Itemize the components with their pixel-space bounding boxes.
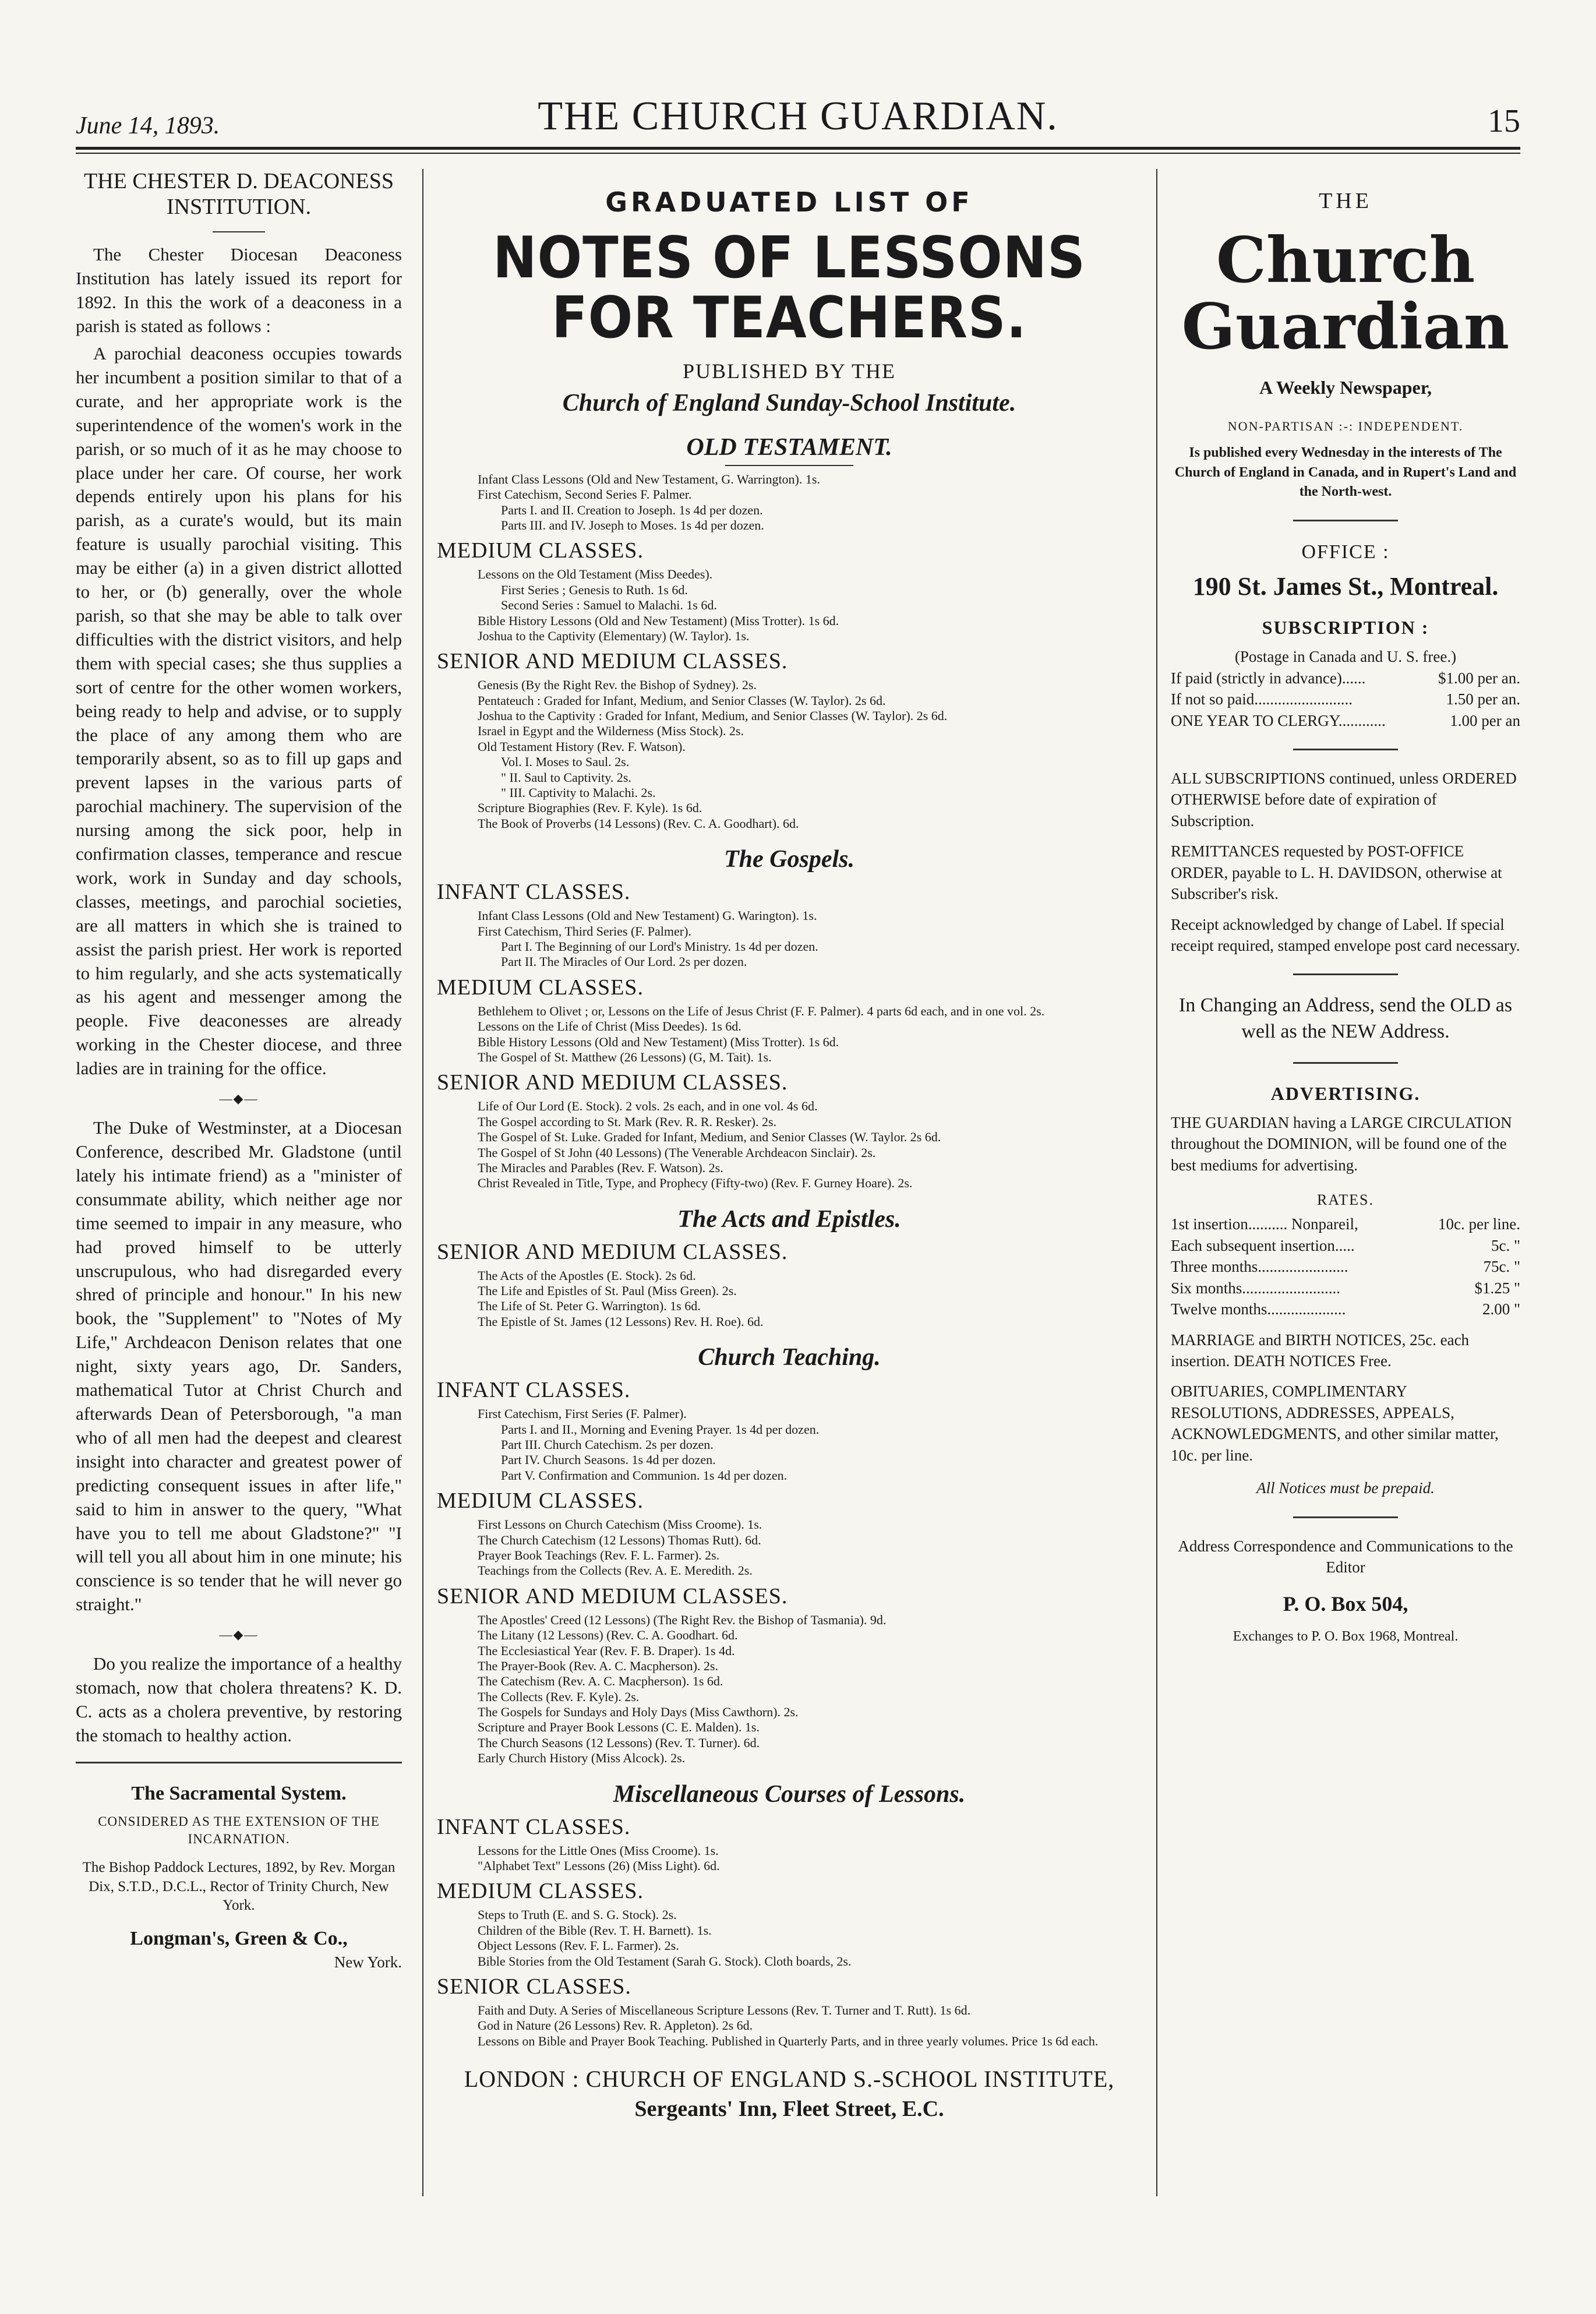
class-heading: SENIOR AND MEDIUM CLASSES. (437, 1583, 788, 1608)
lesson-item: The Apostles' Creed (12 Lessons) (The Right Rev. the Bishop of Tasmania). 9d. (478, 1612, 887, 1627)
class-heading: INFANT CLASSES. (437, 1814, 631, 1839)
advertising-rates (1171, 1214, 1520, 1320)
sacramental-subtitle: CONSIDERED AS THE EXTENSION OF THE INCARNATION. (98, 1814, 380, 1847)
divider (1293, 520, 1398, 521)
sacramental-title: The Sacramental System. (131, 1782, 347, 1804)
rate-price: 2.00 " (1482, 1300, 1520, 1318)
lesson-item: Joshua to the Captivity : Graded for Infant, Medium, and Senior Classes (W. Taylor). 2s 6d. (478, 708, 948, 724)
obituaries-note: OBITUARIES, COMPLIMENTARY RESOLUTIONS, ADDRESSES, APPEALS, ACKNOWLEDGMENTS, and other similar matter, 10c. per line. (1171, 1382, 1499, 1464)
lesson-item: The Litany (12 Lessons) (Rev. C. A. Goodhart. 6d. (478, 1628, 738, 1643)
section-title (437, 433, 1142, 466)
lesson-item: Parts I. and II. Creation to Joseph. 1s 4d per dozen. (501, 502, 763, 517)
right-column (1171, 169, 1520, 2243)
subscription-heading: SUBSCRIPTION : (1262, 617, 1429, 639)
lesson-item: Genesis (By the Right Rev. the Bishop of Sydney). 2s. (478, 678, 757, 693)
rates-heading: RATES. (1317, 1191, 1374, 1209)
masthead (76, 76, 1520, 140)
advertising-text: THE GUARDIAN having a LARGE CIRCULATION throughout the DOMINION, will be found one of the best mediums for advertising. (1171, 1114, 1512, 1174)
lesson-item: Lessons on the Old Testament (Miss Deedes). (478, 567, 713, 582)
class-heading: SENIOR AND MEDIUM CLASSES. (437, 1239, 788, 1264)
lesson-item: Bible Stories from the Old Testament (Sarah G. Stock). Cloth boards, 2s. (478, 1953, 852, 1969)
issue-date: June 14, 1893. (76, 112, 220, 139)
sacramental-place: New York. (334, 1953, 402, 1971)
rate-label: If paid (strictly in advance)...... (1171, 669, 1366, 687)
section-title (437, 1343, 1142, 1371)
office-label: OFFICE : (1301, 541, 1390, 563)
lesson-item: Part I. The Beginning of our Lord's Ministry. 1s 4d per dozen. (501, 939, 818, 954)
marriage-note: MARRIAGE and BIRTH NOTICES, 25c. each insertion. DEATH NOTICES Free. (1171, 1331, 1470, 1370)
center-column (437, 169, 1142, 2243)
lesson-item: Early Church History (Miss Alcock). 2s. (478, 1751, 686, 1766)
lesson-item: Faith and Duty. A Series of Miscellaneous Scripture Lessons (Rev. T. Turner and T. Rutt). 1s 6d. (478, 2003, 971, 2017)
lesson-item: Part IV. Church Seasons. 1s 4d per dozen. (501, 1452, 716, 1468)
lesson-item: Prayer Book Teachings (Rev. F. L. Farmer). 2s. (478, 1547, 720, 1562)
lesson-item: The Church Catechism (12 Lessons) Thomas Rutt). 6d. (478, 1532, 761, 1547)
class-heading: MEDIUM CLASSES. (437, 975, 644, 1000)
lesson-item: Scripture Biographies (Rev. F. Kyle). 1s 6d. (478, 800, 702, 816)
rate-price: $1.25 " (1474, 1279, 1520, 1297)
section-title-text: Miscellaneous Courses of Lessons. (613, 1780, 966, 1808)
divider (1293, 749, 1398, 750)
rate-row (1171, 1256, 1520, 1277)
lesson-item: Joshua to the Captivity (Elementary) (W. Taylor). 1s. (478, 628, 750, 643)
sacramental-publisher: Longman's, Green & Co., (130, 1927, 348, 1949)
advertising-heading: ADVERTISING. (1270, 1082, 1421, 1104)
lesson-item: The Gospel of St. Luke. Graded for Infant, Medium, and Senior Classes (W. Taylor. 2s 6d. (478, 1130, 941, 1145)
section-title-text: Church Teaching. (698, 1344, 881, 1371)
paper-the: THE (1319, 189, 1372, 213)
divider (1293, 1516, 1398, 1518)
deaconess-paragraph: A parochial deaconess occupies towards her incumbent a position similar to that of a curate, and her appropriate work is the superintendence of the women's work in the parish, or so much of it as he may choose to place under her care. Of course, her work depends entirely upon his plans for his parish, as a curate's would, but its main feature is usually parochial visiting. This may be either (a) in a given district allotted to her, or (b) generally, over the whole parish, so that she may be able to talk over difficulties with the district visitors, and help them with special cases; she thus supplies a sort of centre for the other women workers, being ready to help and advise, or to supply the place of any among them who are temporarily absent, so as to fill up gaps and prevent lapses in the various parts of parochial machinery. The supervision of the nursing among the sick poor, help in confirmation classes, temperance and rescue work, work in Sunday and day schools, classes, meetings, and parochial societies, are all matters in which she is trained to assist the parish priest. Her work is reported to him regularly, and she acts systematically as his agent and messenger among the people. Five deaconesses are already working in the Chester diocese, and three ladies are in training for the office. (76, 343, 402, 1079)
rate-row (1171, 689, 1520, 710)
lesson-item: First Catechism, Second Series F. Palmer. (478, 487, 692, 502)
lesson-item: Vol. I. Moses to Saul. 2s. (501, 754, 630, 770)
lesson-item: " III. Captivity to Malachi. 2s. (501, 785, 656, 800)
rate-price: 5c. " (1491, 1236, 1520, 1254)
publisher-line: LONDON : CHURCH OF ENGLAND S.-SCHOOL INSTITUTE, (464, 2066, 1115, 2093)
lesson-sections (437, 433, 1142, 2049)
notes-title: NOTES OF LESSONS FOR TEACHERS. (493, 225, 1086, 351)
lesson-item: Parts III. and IV. Joseph to Moses. 1s 4d per dozen. (501, 517, 764, 532)
section-title (437, 845, 1142, 873)
lesson-item: Part III. Church Catechism. 2s per dozen. (501, 1437, 714, 1452)
section-title-text: The Gospels. (724, 846, 855, 873)
masthead-rule-thin (76, 153, 1520, 154)
section-title (437, 1205, 1142, 1233)
rate-label: Three months....................... (1171, 1258, 1348, 1276)
masthead-rule (76, 147, 1520, 150)
rate-row (1171, 1214, 1520, 1234)
newspaper-title: THE CHURCH GUARDIAN. (538, 94, 1058, 139)
lesson-item: Old Testament History (Rev. F. Watson). (478, 739, 686, 754)
lesson-item: Scripture and Prayer Book Lessons (C. E. Malden). 1s. (478, 1720, 760, 1735)
lesson-item: Bible History Lessons (Old and New Testament) (Miss Trotter). 1s 6d. (478, 1034, 839, 1049)
class-heading: MEDIUM CLASSES. (437, 1488, 644, 1514)
lesson-item: Bethlehem to Olivet ; or, Lessons on the Life of Jesus Christ (F. F. Palmer). 4 parts 6d each, and in one vol. 2s. (478, 1003, 1045, 1018)
class-heading: MEDIUM CLASSES. (437, 538, 644, 563)
lesson-item: Pentateuch : Graded for Infant, Medium, and Senior Classes (W. Taylor). 2s 6d. (478, 693, 886, 708)
section-rule (725, 465, 853, 466)
newspaper-page (76, 76, 1520, 2278)
class-heading: SENIOR AND MEDIUM CLASSES. (437, 1070, 788, 1095)
lesson-item: Teachings from the Collects (Rev. A. E. Meredith. 2s. (478, 1563, 753, 1578)
page-number: 15 (1488, 103, 1520, 139)
lesson-item: Infant Class Lessons (Old and New Testament, G. Warrington). 1s. (478, 471, 820, 486)
rate-price: 75c. " (1483, 1258, 1520, 1276)
ornament-divider: —◆— (219, 1091, 259, 1106)
lesson-item: Second Series : Samuel to Malachi. 1s 6d. (501, 598, 717, 613)
publisher-address: Sergeants' Inn, Fleet Street, E.C. (634, 2097, 944, 2122)
lesson-item: The Prayer-Book (Rev. A. C. Macpherson). 2s. (478, 1658, 718, 1673)
rate-label: If not so paid......................... (1171, 690, 1353, 708)
divider (1293, 973, 1398, 975)
divider (213, 231, 265, 232)
class-heading: SENIOR AND MEDIUM CLASSES. (437, 649, 788, 674)
lesson-item: Christ Revealed in Title, Type, and Prophecy (Fifty-two) (Rev. F. Gurney Hoare). 2s. (478, 1176, 913, 1191)
publication-note: Is published every Wednesday in the interests of The Church of England in Canada, and in Rupert's Land and the North-west. (1174, 445, 1517, 500)
rate-row (1171, 710, 1520, 731)
class-heading: SENIOR CLASSES. (437, 1974, 631, 1999)
lesson-item: The Collects (Rev. F. Kyle). 2s. (478, 1689, 640, 1704)
lesson-item: First Series ; Genesis to Ruth. 1s 6d. (501, 582, 688, 597)
address-correspondence: Address Correspondence and Communications to the Editor (1178, 1537, 1513, 1576)
column-divider (422, 169, 423, 2196)
rate-label: 1st insertion.......... Nonpareil, (1171, 1215, 1358, 1233)
lesson-item: Israel in Egypt and the Wilderness (Miss Stock). 2s. (478, 724, 744, 739)
po-box: P. O. Box 504, (1283, 1592, 1408, 1615)
class-heading: INFANT CLASSES. (437, 880, 631, 905)
rate-row (1171, 1299, 1520, 1320)
lesson-item: " II. Saul to Captivity. 2s. (501, 770, 631, 785)
lesson-item: The Acts of the Apostles (E. Stock). 2s 6d. (478, 1268, 696, 1283)
lesson-item: The Life of St. Peter G. Warrington). 1s 6d. (478, 1299, 701, 1314)
continued-note: ALL SUBSCRIPTIONS continued, unless ORDERED OTHERWISE before date of expiration of Subscription. (1171, 769, 1517, 830)
lesson-item: The Gospel of St John (40 Lessons) (The Venerable Archdeacon Sinclair). 2s. (478, 1145, 876, 1160)
change-address-note: In Changing an Address, send the OLD as well as the NEW Address. (1178, 994, 1513, 1042)
rate-price: 1.50 per an. (1446, 690, 1520, 708)
rate-label: Each subsequent insertion..... (1171, 1236, 1355, 1254)
postage-note: (Postage in Canada and U. S. free.) (1234, 648, 1457, 666)
sacramental-body: The Bishop Paddock Lectures, 1892, by Rev. Morgan Dix, S.T.D., D.C.L., Rector of Trinity Church, New York. (82, 1860, 396, 1914)
rate-price: 10c. per line. (1438, 1215, 1520, 1233)
lesson-item: Lessons for the Little Ones (Miss Croome). 1s. (478, 1843, 719, 1858)
society-name: Church of England Sunday-School Institute. (562, 389, 1016, 417)
lesson-item: The Miracles and Parables (Rev. F. Watson). 2s. (478, 1160, 723, 1175)
rate-label: Twelve months.................... (1171, 1300, 1346, 1318)
receipt-note: Receipt acknowledged by change of Label. If special receipt required, stamped envelope post card necessary. (1171, 915, 1520, 955)
lesson-item: Object Lessons (Rev. F. L. Farmer). 2s. (478, 1938, 679, 1953)
nonpartisan-label: NON-PARTISAN :-: INDEPENDENT. (1227, 419, 1464, 434)
left-column (76, 169, 402, 2243)
rate-row (1171, 1278, 1520, 1299)
lesson-item: The Book of Proverbs (14 Lessons) (Rev. C. A. Goodhart). 6d. (478, 816, 799, 831)
lesson-item: Life of Our Lord (E. Stock). 2 vols. 2s each, and in one vol. 4s 6d. (478, 1099, 818, 1114)
lesson-item: First Lessons on Church Catechism (Miss Croome). 1s. (478, 1517, 762, 1532)
weekly-label: A Weekly Newspaper, (1259, 377, 1432, 398)
lesson-item: Steps to Truth (E. and S. G. Stock). 2s. (478, 1907, 677, 1923)
lesson-item: Parts I. and II., Morning and Evening Prayer. 1s 4d per dozen. (501, 1421, 820, 1437)
paper-name: Church Guardian (1181, 224, 1510, 364)
lesson-item: Infant Class Lessons (Old and New Testament) G. Warington). 1s. (478, 908, 817, 923)
rate-row (1171, 668, 1520, 689)
published-by: PUBLISHED BY THE (682, 359, 896, 383)
deaconess-heading: THE CHESTER D. DEACONESS INSTITUTION. (83, 169, 394, 219)
lesson-item: Lessons on the Life of Christ (Miss Deedes). 1s 6d. (478, 1019, 741, 1034)
rate-price: 1.00 per an (1450, 711, 1520, 729)
remittances-note: REMITTANCES requested by POST-OFFICE ORDER, payable to L. H. DAVIDSON, otherwise at Subscriber's risk. (1171, 842, 1502, 903)
section-title-text: OLD TESTAMENT. (686, 433, 892, 461)
lesson-item: Bible History Lessons (Old and New Testament) (Miss Trotter). 1s 6d. (478, 613, 839, 628)
list-kicker: GRADUATED LIST OF (605, 186, 973, 218)
divider (76, 1762, 402, 1763)
lesson-item: The Church Seasons (12 Lessons) (Rev. T. Turner). 6d. (478, 1735, 760, 1750)
lesson-item: Part V. Confirmation and Communion. 1s 4d per dozen. (501, 1468, 788, 1483)
lesson-item: "Alphabet Text" Lessons (26) (Miss Light). 6d. (478, 1858, 720, 1874)
duke-paragraph: The Duke of Westminster, at a Diocesan Conference, described Mr. Gladstone (until lately his intimate friend) as a "minister of consummate ability, which neither age nor time seemed to impair in any measure, who had proved himself to be utterly unscrupulous, who had disregarded every shred of principle and honour." In his new book, the "Supplement" to "Notes of My Life," Archdeacon Denison relates that one night, sixty years ago, Dr. Sanders, mathematical Tutor at Christ Church and afterwards Dean of Petersborough, "a man who of all men had the deepest and clearest insight into character and greatest power of predicting consequent issues in after life," said to him in answer to the query, "What have you to tell me about Gladstone?" "I will tell you all about him in one minute; his conscience is so tender that he will never go straight." (76, 1117, 402, 1615)
lesson-item: Part II. The Miracles of Our Lord. 2s per dozen. (501, 954, 747, 969)
rate-label: Six months......................... (1171, 1279, 1341, 1297)
section-title (437, 1780, 1142, 1808)
lesson-item: The Gospel of St. Matthew (26 Lessons) (G, M. Tait). 1s. (478, 1049, 772, 1064)
section-title-text: The Acts and Epistles. (677, 1205, 901, 1233)
class-heading: MEDIUM CLASSES. (437, 1879, 644, 1904)
lesson-item: The Catechism (Rev. A. C. Macpherson). 1s 6d. (478, 1674, 723, 1689)
ornament-divider: —◆— (219, 1627, 259, 1642)
cholera-paragraph: Do you realize the importance of a healthy stomach, now that cholera threatens? K. D. C. acts as a cholera preventive, by restoring the stomach to healthy action. (76, 1653, 402, 1745)
lesson-item: First Catechism, Third Series (F. Palmer). (478, 923, 691, 939)
class-heading: INFANT CLASSES. (437, 1378, 631, 1403)
lesson-item: God in Nature (26 Lessons) Rev. R. Appleton). 2s 6d. (478, 2018, 753, 2033)
prepaid-note: All Notices must be prepaid. (1256, 1479, 1435, 1497)
office-address: 190 St. James St., Montreal. (1192, 572, 1499, 601)
lesson-item: The Life and Epistles of St. Paul (Miss Green). 2s. (478, 1283, 737, 1299)
lesson-item: First Catechism, First Series (F. Palmer). (478, 1406, 687, 1421)
lesson-item: The Gospel according to St. Mark (Rev. R. R. Resker). 2s. (478, 1114, 777, 1129)
lesson-item: The Ecclesiastical Year (Rev. F. B. Draper). 1s 4d. (478, 1643, 735, 1658)
lesson-item: Children of the Bible (Rev. T. H. Barnett). 1s. (478, 1923, 712, 1938)
rate-price: $1.00 per an. (1438, 669, 1520, 687)
exchanges-note: Exchanges to P. O. Box 1968, Montreal. (1233, 1629, 1459, 1645)
lesson-item: The Gospels for Sundays and Holy Days (Miss Cawthorn). 2s. (478, 1705, 799, 1720)
lesson-item: The Epistle of St. James (12 Lessons) Rev. H. Roe). 6d. (478, 1314, 764, 1329)
rate-row (1171, 1235, 1520, 1256)
column-divider (1156, 169, 1157, 2196)
subscription-rates (1171, 668, 1520, 731)
rate-label: ONE YEAR TO CLERGY............ (1171, 711, 1386, 729)
deaconess-paragraph: The Chester Diocesan Deaconess Institution has lately issued its report for 1892. In this the work of a deaconess in a parish is stated as follows : (76, 244, 402, 337)
lesson-item: Lessons on Bible and Prayer Book Teaching. Published in Quarterly Parts, and in three yearly volumes. Price 1s 6d each. (478, 2033, 1099, 2048)
divider (1293, 1062, 1398, 1064)
